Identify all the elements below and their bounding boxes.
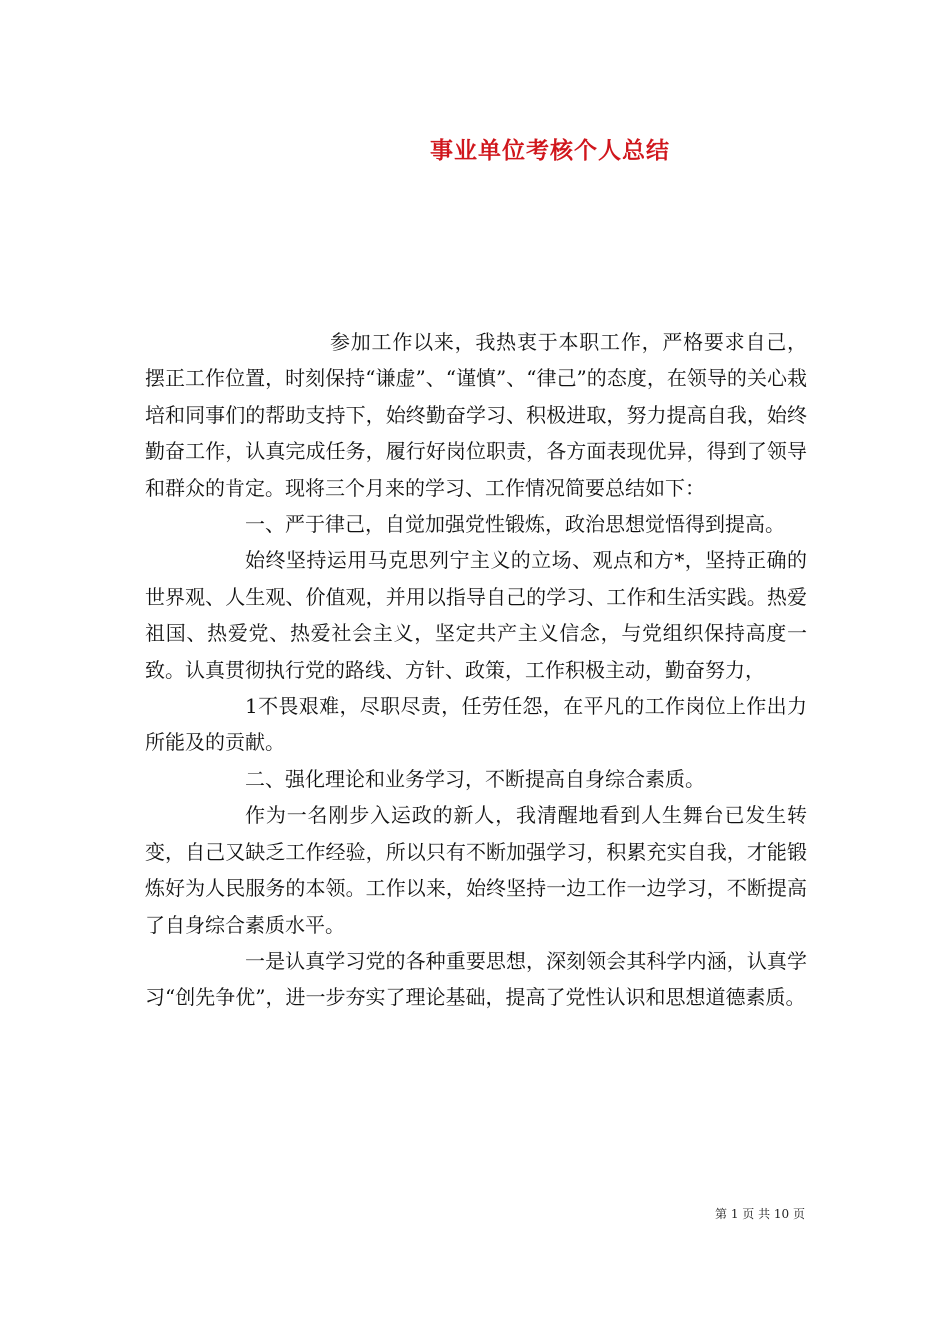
paragraph-learning: 作为一名刚步入运政的新人，我清醒地看到人生舞台已发生转变，自己又缺乏工作经验，所以只有不断加强学习，积累充实自我，才能锻炼好为人民服务的本领。工作以来，始终坚持一边工作一边学习，不断提高了自身综合素质水平。 xyxy=(145,803,807,937)
heading-section-one: 一、严于律己，自觉加强党性锻炼，政治思想觉悟得到提高。 xyxy=(245,512,785,537)
paragraph-dedication: 1不畏艰难，尽职尽责，任劳任怨，在平凡的工作岗位上作出力所能及的贡献。 xyxy=(145,694,807,755)
paragraph-intro: 参加工作以来，我热衷于本职工作，严格要求自己，摆正工作位置，时刻保持“谦虚”、“谨慎”、“律己”的态度，在领导的关心栽培和同事们的帮助支持下，始终勤奋学习、积极进取，努力提高自我，始终勤奋工作，认真完成任务，履行好岗位职责，各方面表现优异，得到了领导和群众的肯定。现将三个月来的学习、工作情况简要总结如下： xyxy=(145,330,807,500)
paragraph-point-one: 一是认真学习党的各种重要思想，深刻领会其科学内涵，认真学习“创先争优”，进一步夯实了理论基础，提高了党性认识和思想道德素质。 xyxy=(145,948,807,1010)
heading-section-two: 二、强化理论和业务学习，不断提高自身综合素质。 xyxy=(245,766,705,791)
document-title: 事业单位考核个人总结 xyxy=(430,137,670,164)
paragraph-political: 始终坚持运用马克思列宁主义的立场、观点和方*，坚持正确的世界观、人生观、价值观，并用以指导自己的学习、工作和生活实践。热爱祖国、热爱党、热爱社会主义，坚定共产主义信念，与党组织保持高度一致。认真贯彻执行党的路线、方针、政策，工作积极主动，勤奋努力， xyxy=(145,548,807,682)
document-body xyxy=(145,324,807,1016)
page-number-footer: 第 1 页 共 10 页 xyxy=(715,1207,805,1221)
